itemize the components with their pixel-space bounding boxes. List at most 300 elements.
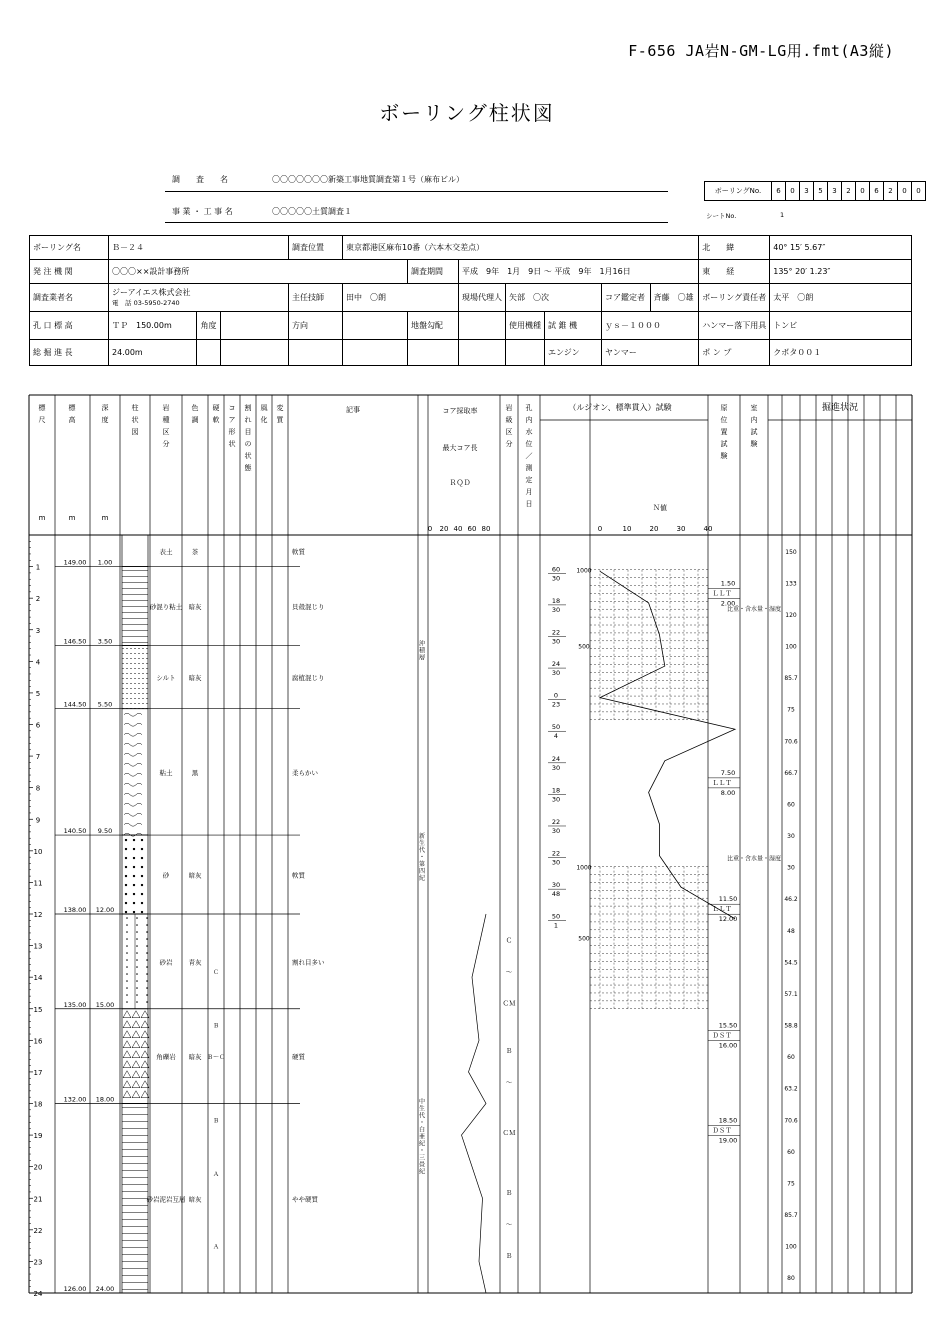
col-fracture: 目 [244,428,252,436]
n-blow: 22 [551,849,561,858]
n-pen: 30 [551,858,561,867]
n-pen: 1 [553,921,559,930]
n-blow: 22 [551,628,561,637]
engine-label: エンジン [545,340,602,366]
rock-grade: ～ [505,967,513,976]
pattern-dot [126,994,128,996]
layer-elevation: 146.50 [63,637,87,646]
angle-label: 角度 [197,312,220,340]
core-axis-tick: 0 [427,525,433,533]
pattern-wave [124,763,142,766]
pattern-dot [133,893,135,895]
progress-value: 75 [787,1180,795,1188]
pattern-triangle [123,1011,131,1018]
col-log: 状 [131,416,139,424]
lab-note: 比重・含水量・湿度 [726,605,782,613]
col-water: 測 [525,464,533,472]
sheet-label: シートNo. [706,212,737,220]
geology-label: 層 [418,654,426,662]
layer-depth: 1.00 [97,558,113,567]
layer-color: 青灰 [188,958,202,967]
pattern-dot [141,902,143,904]
scale-tick: 4 [35,658,41,667]
col-rock-grade: 岩 [505,404,513,412]
pattern-dot [126,945,128,947]
pattern-triangle [132,1071,140,1078]
pattern-dot [136,987,138,989]
layer-description: 腐植混じり [292,674,325,683]
pattern-dot [141,893,143,895]
col-alteration: 質 [276,416,284,424]
n-blow: 24 [551,660,561,669]
scale-tick: 17 [33,1068,43,1077]
pattern-dot [126,938,128,940]
pattern-wave [124,713,142,716]
progress-value: 48 [787,927,795,935]
boring-no-label: ボーリングNo. [705,182,772,201]
geology-label: 白 [418,1126,426,1134]
scale-tick: 7 [35,753,41,762]
pattern-dot [146,987,148,989]
n-blow: 18 [551,596,561,605]
col-lab: 室 [750,404,758,412]
pattern-wave [124,783,142,786]
layer-depth: 24.00 [95,1285,115,1293]
layer-color: 暗灰 [188,603,202,612]
n-pen: 30 [551,795,561,804]
pattern-triangle [123,1051,131,1058]
pattern-dot [133,866,135,868]
site-agent-label: 現場代理人 [459,284,506,312]
col-rock-class: 分 [162,440,170,448]
depth: 24.00m [109,340,197,366]
progress-value: 85.7 [784,1212,798,1220]
dir-label: 方向 [289,312,343,340]
pattern-triangle [123,1081,131,1088]
progress-value: 60 [787,1054,795,1062]
scale-tick: 19 [33,1132,43,1141]
progress-value: 60 [787,801,795,809]
col-rock-grade: 級 [505,416,513,424]
scale-tick: 8 [35,784,41,793]
boring-resp-label: ボーリング責任者 [699,284,770,312]
layer-rock-name: シルト [156,674,176,683]
machine-label: 使用機種 [506,312,545,340]
survey-name-label: 調 査 名 [172,175,228,184]
geology-label: 代 [418,1112,426,1120]
test-top: 18.50 [718,1116,738,1125]
pattern-dot [126,924,128,926]
pattern-dot [133,848,135,850]
n-blow: 24 [551,754,561,763]
pattern-dot [125,839,127,841]
elev-label: 孔 口 標 高 [30,312,109,340]
pattern-dot [146,994,148,996]
scale-tick: 12 [33,911,43,919]
boring-resp: 太平 〇朗 [770,284,912,312]
layer-elevation: 126.00 [63,1285,87,1293]
pattern-dot [136,1001,138,1003]
period: 平成 9年 1月 9日 ～ 平成 9年 1月16日 [459,260,699,284]
n-blow: 0 [553,691,559,700]
test-bottom: 19.00 [718,1136,738,1145]
n-blow: 18 [551,786,561,795]
progress-value: 120 [785,611,797,619]
n-pen: 30 [551,763,561,772]
col-scale: 尺 [38,416,46,424]
col-water: 月 [525,488,533,496]
elev: ＴＰ 150.00m [109,312,197,340]
layer-rock-name: 砂 [162,871,170,880]
lugeon-axis: 500 [578,643,590,651]
pattern-triangle [132,1061,140,1068]
pattern-dot [136,924,138,926]
col-water: ／ [525,452,533,460]
location-label: 調査位置 [289,236,343,260]
col-in-situ: 置 [720,428,728,436]
pattern-dot [146,931,148,933]
core-axis-tick: 40 [453,525,463,533]
n-axis-tick: 0 [597,525,603,533]
hardness-code: Ｂ [212,1117,220,1125]
col-fracture: 状 [244,452,252,460]
progress-value: 57.1 [784,990,798,998]
geology-label: 紀 [418,1140,426,1148]
progress-value: 70.6 [784,738,798,746]
layer-elevation: 140.50 [63,827,87,836]
pattern-dot [133,857,135,859]
pattern-wave [124,813,142,816]
hardness-code: Ｂ～Ｃ [206,1054,226,1062]
layer-elevation: 138.00 [63,906,87,914]
boring-no-digit: 0 [898,182,912,201]
core-label: コア鑑定者 [602,284,651,312]
layer-color: 暗灰 [188,674,202,683]
progress-value: 150 [785,548,797,556]
col-fracture: の [244,440,252,448]
project-label: 事 業 ・ 工 事 名 [172,207,233,216]
pattern-dot [146,938,148,940]
pattern-dot [125,875,127,877]
layer-depth: 5.50 [97,700,113,709]
col-weather: 風 [260,404,268,412]
pattern-triangle [123,1021,131,1028]
location: 東京都港区麻布10番（六本木交差点） [343,236,699,260]
geology-label: 新 [418,833,426,841]
col-elevation: 高 [68,416,76,424]
pattern-dot [126,959,128,961]
boring-name-label: ボーリング名 [30,236,109,260]
core-rate-curve [462,914,487,1293]
boring-name: Ｂ－２４ [109,236,289,260]
col-depth: 深 [101,404,109,412]
col-rock-class: 岩 [162,404,170,412]
geology-label: ・ [418,1119,426,1127]
layer-rock-name: 砂岩 [159,958,173,967]
core-axis-tick: 20 [439,525,449,533]
project-name: 〇〇〇〇〇土質調査１ [272,207,352,216]
lugeon-axis: 1000 [576,864,592,872]
col-weather: 化 [260,416,268,424]
log-pattern-box [122,567,148,646]
hardness-code: Ｃ [212,968,220,976]
lon: 135° 20′ 1.23″ [770,260,912,284]
progress-value: 58.8 [784,1022,798,1030]
test-bottom: 8.00 [720,788,736,797]
pattern-dot [141,875,143,877]
layer-elevation: 132.00 [63,1095,87,1104]
pattern-dot [125,848,127,850]
company-label: 調査業者名 [30,284,109,312]
col-alteration: 変 [276,404,284,412]
pattern-dot [146,917,148,919]
layer-depth: 12.00 [95,906,115,914]
layer-color: 暗灰 [188,1195,202,1204]
lon-label: 東 経 [699,260,770,284]
col-fracture: 態 [244,464,252,472]
scale-tick: 3 [35,626,41,635]
scale-tick: 15 [33,1005,43,1014]
col-rqd: ＲＱＤ [449,479,471,487]
pattern-triangle [123,1031,131,1038]
test-bottom: 16.00 [718,1041,738,1050]
pattern-dot [136,952,138,954]
geology-label: 紀 [418,1168,426,1176]
progress-value: 100 [785,1243,797,1251]
unit-m: m [68,514,76,522]
progress-value: 133 [785,580,797,588]
pattern-dot [146,1001,148,1003]
scale-tick: 18 [33,1100,43,1109]
layer-elevation: 144.50 [63,700,87,709]
rock-grade: ～ [505,1220,513,1229]
progress-value: 63.2 [784,1085,798,1093]
col-water: 定 [525,476,533,484]
col-hardness: 軟 [212,416,220,424]
pattern-dot [126,987,128,989]
geology-label: 三 [418,1154,426,1162]
pattern-dot [136,931,138,933]
col-rock-grade: 区 [505,428,513,436]
pattern-dot [126,980,128,982]
pattern-triangle [132,1021,140,1028]
pattern-triangle [123,1041,131,1048]
geology-label: 第 [418,861,426,869]
pattern-dot [126,1001,128,1003]
lab-note: 比重・含水量・湿度 [726,855,782,863]
scale-tick: 5 [35,689,41,698]
layer-color: 黒 [191,768,199,777]
col-color: 調 [191,416,199,424]
n-axis-tick: 40 [703,525,713,533]
scale-tick: 21 [33,1195,43,1204]
col-water: 水 [525,428,533,436]
n-pen: 30 [551,574,561,583]
boring-no-digit: 0 [856,182,870,201]
pattern-wave [124,793,142,796]
pattern-wave [124,733,142,736]
pattern-dot [133,875,135,877]
pattern-dot [133,884,135,886]
pattern-wave [124,803,142,806]
col-fracture: 割 [244,404,252,412]
col-description: 記事 [346,406,360,414]
pattern-dot [126,917,128,919]
col-core-shape: 状 [228,440,236,448]
col-core-shape: 形 [228,428,236,436]
col-color: 色 [191,404,199,412]
col-rock-class: 区 [162,428,170,436]
pattern-wave [124,773,142,776]
pattern-dot [141,848,143,850]
geology-label: 畳 [418,1161,426,1169]
pattern-wave [124,723,142,726]
pattern-dot [125,911,127,913]
pattern-triangle [123,1091,131,1098]
pattern-dot [141,884,143,886]
col-in-situ: 位 [720,416,728,424]
pattern-dot [136,959,138,961]
n-pen: 4 [553,732,559,741]
pattern-dot [136,917,138,919]
geology-label: 亜 [418,1133,426,1141]
scale-tick: 13 [33,942,43,951]
scale-tick: 10 [33,847,43,856]
progress-value: 85.7 [784,675,798,683]
core-axis-tick: 80 [481,525,491,533]
col-in-situ: 原 [720,404,728,412]
boring-no-digit: 6 [870,182,884,201]
n-pen: 30 [551,605,561,614]
progress-value: 30 [787,864,795,872]
pattern-dot [133,911,135,913]
pattern-dot [146,980,148,982]
pattern-dot [133,839,135,841]
layer-depth: 15.00 [95,1000,115,1009]
boring-no-digit: 6 [772,182,786,201]
pattern-dot [146,973,148,975]
geology-label: 生 [418,1105,426,1113]
pattern-dot [126,931,128,933]
hardness-code: Ａ [212,1170,220,1178]
col-lugeon: （ルジオン、標準貫入）試験 [568,403,672,412]
layer-description: 軟質 [292,871,305,880]
layer-rock-name: 表土 [159,547,173,556]
phone: 03-5950-2740 [133,298,180,307]
pattern-dot [141,866,143,868]
layer-rock-name: 砂混り粘土 [149,603,183,612]
pattern-dot [125,893,127,895]
n-pen: 23 [551,700,561,709]
hammer-label: ハンマー落下用具 [699,312,770,340]
survey-name: 〇〇〇〇〇〇〇新築工事地質調査第１号（麻布ビル） [272,175,464,184]
scale-tick: 11 [33,879,43,888]
boring-no-digit: 3 [800,182,814,201]
lugeon-axis: 1000 [576,567,592,575]
col-fracture: れ [244,416,252,424]
test-top: 11.50 [718,895,738,904]
scale-tick: 1 [35,563,41,572]
test-top: 15.50 [718,1021,738,1030]
sheet-no: 1 [780,211,785,219]
col-core-shape: ア [228,416,236,424]
geology-label: ・ [418,1147,426,1155]
unit-m: m [101,514,109,522]
pattern-dot [125,857,127,859]
scale-tick: 23 [33,1258,43,1267]
n-blow: 22 [551,817,561,826]
test-name: ＬＬＴ [712,589,732,598]
log-pattern-box [122,535,148,567]
layer-elevation: 135.00 [63,1000,87,1009]
pattern-dot [136,966,138,968]
pattern-dot [136,980,138,982]
geology-label: 四 [418,868,426,876]
scale-tick: 16 [33,1037,43,1046]
period-label: 調査期間 [408,260,459,284]
pattern-dot [136,945,138,947]
engine: ヤンマー [602,340,699,366]
layer-color: 茶 [191,547,199,556]
layer-description: 割れ目多い [292,958,325,967]
test-bottom: 2.00 [720,599,736,608]
scale-tick: 24 [33,1290,43,1298]
pump: クボタ００１ [770,340,912,366]
layer-description: 貝殻混じり [292,603,325,612]
pattern-dot [126,952,128,954]
col-rock-class: 種 [162,416,170,424]
pattern-dot [126,973,128,975]
hammer: トンビ [770,312,912,340]
rock-grade: Ｂ [505,1252,513,1261]
n-value-label: Ｎ値 [653,504,667,512]
col-scale: 標 [38,404,46,412]
pattern-triangle [132,1091,140,1098]
col-core-rate: コア採取率 [442,407,478,415]
col-in-situ: 験 [720,452,728,460]
scale-tick: 9 [35,816,41,825]
layer-description: 硬質 [292,1053,305,1062]
pattern-dot [125,884,127,886]
layer-description: 軟質 [292,547,305,556]
geology-label: ・ [418,854,426,862]
n-blow: 50 [551,723,561,732]
progress-value: 60 [787,1148,795,1156]
col-max-core: 最大コア長 [442,444,478,452]
pattern-dot [146,959,148,961]
n-pen: 48 [551,890,561,899]
drill-label: 試 錐 機 [545,312,602,340]
boring-no-digit: 0 [912,182,926,201]
hardness-code: Ｂ [212,1022,220,1030]
col-log: 柱 [131,404,139,412]
pattern-triangle [123,1071,131,1078]
phone-label: 電 話 [112,298,132,307]
boring-no-digit: 0 [786,182,800,201]
col-lab: 内 [750,416,758,424]
n-axis-tick: 10 [622,525,632,533]
test-bottom: 12.00 [718,915,738,924]
pattern-dot [146,966,148,968]
boring-no-digit: 3 [828,182,842,201]
n-blow: 60 [551,565,561,574]
n-pen: 30 [551,826,561,835]
pattern-wave [124,753,142,756]
test-name: ＤＳＴ [712,1031,732,1040]
client: 〇〇〇××設計事務所 [109,260,408,284]
geology-label: 沖 [418,640,426,648]
geology-label: 生 [418,840,426,848]
